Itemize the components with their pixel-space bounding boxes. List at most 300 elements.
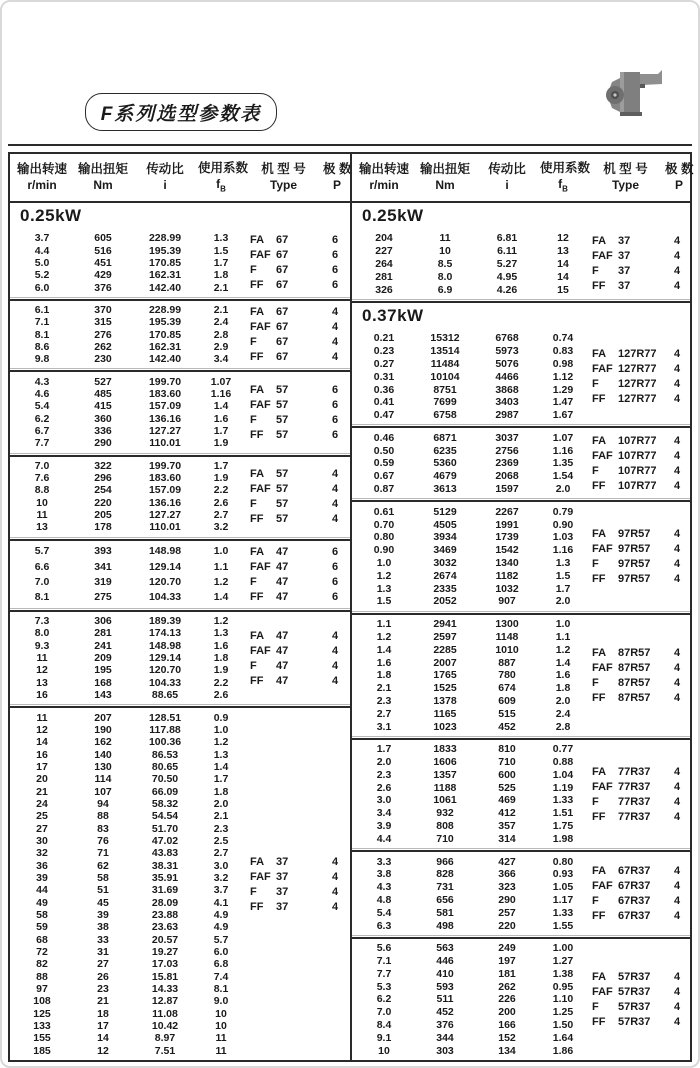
speed-cell: 10 — [378, 1044, 390, 1057]
torque-cell: 195 — [94, 664, 112, 677]
model-prefix: F — [592, 676, 599, 689]
model-line — [586, 542, 690, 557]
data-rows — [352, 505, 586, 607]
model-list — [244, 615, 350, 701]
pole-count: 4 — [673, 434, 681, 447]
speed-cell: 6.2 — [376, 993, 392, 1006]
service-factor-cell: 2.4 — [213, 316, 229, 329]
model-line — [244, 497, 350, 512]
pole-count: 4 — [673, 1000, 681, 1013]
ratio-cell: 366 — [498, 868, 516, 881]
pole-count: 4 — [331, 351, 339, 364]
torque-cell: 6.9 — [437, 283, 453, 296]
table-row — [10, 559, 244, 574]
table-row — [10, 627, 244, 639]
model-name: FA 87R57 — [592, 646, 651, 659]
model-prefix: FF — [250, 428, 264, 441]
speed-cell: 8.0 — [34, 627, 50, 640]
model-line — [244, 512, 350, 527]
ratio-cell: 2068 — [495, 470, 519, 483]
service-factor-cell: 6.8 — [213, 958, 229, 971]
ratio-cell: 228.99 — [148, 232, 182, 245]
service-factor-cell: 1.38 — [552, 967, 574, 980]
table-row — [10, 872, 244, 884]
table-row — [352, 942, 586, 955]
speed-cell: 16 — [36, 748, 48, 761]
ratio-cell: 157.09 — [148, 484, 182, 497]
ratio-cell: 7.51 — [154, 1044, 176, 1057]
ratio-cell: 104.33 — [148, 676, 182, 689]
ratio-cell: 183.60 — [148, 472, 182, 485]
service-factor-cell: 1.86 — [552, 1044, 574, 1057]
speed-cell: 1.5 — [376, 595, 392, 608]
ratio-cell: 47.02 — [151, 834, 179, 847]
service-factor-cell: 13 — [557, 245, 569, 258]
speed-cell: 1.4 — [376, 643, 392, 656]
ratio-cell: 2756 — [495, 444, 519, 457]
ratio-cell: 54.54 — [151, 810, 179, 823]
speed-cell: 9.8 — [34, 353, 50, 366]
model-list — [244, 711, 350, 1057]
model-name: FAF 77R37 — [592, 780, 651, 793]
speed-cell: 13 — [36, 676, 48, 689]
table-header-row — [10, 154, 694, 203]
ratio-cell: 15.81 — [151, 970, 179, 983]
pole-count: 4 — [673, 348, 681, 361]
table-row — [352, 345, 586, 358]
pole-count: 4 — [673, 250, 681, 263]
power-label: 0.25kW — [20, 206, 82, 225]
model-name: FA 97R57 — [592, 528, 651, 541]
service-factor-cell: 2.7 — [213, 847, 229, 860]
speed-cell: 36 — [36, 859, 48, 872]
gearmotor-image — [596, 64, 662, 120]
torque-cell: 94 — [97, 797, 109, 810]
speed-cell: 88 — [36, 970, 48, 983]
torque-cell: 8751 — [433, 383, 457, 396]
model-list — [586, 743, 690, 845]
service-factor-cell: 0.90 — [552, 518, 574, 531]
ratio-cell: 8.97 — [154, 1032, 176, 1045]
speed-cell: 5.7 — [34, 545, 50, 558]
table-row — [352, 720, 586, 733]
service-factor-cell: 2.8 — [555, 720, 571, 733]
col-header-ratio: 传动比 i — [488, 162, 526, 192]
speed-cell: 30 — [36, 834, 48, 847]
col-header-type: 机 型 号 Type — [603, 162, 648, 192]
table-row — [10, 798, 244, 810]
service-factor-cell: 1.6 — [213, 639, 229, 652]
service-factor-cell: 1.04 — [552, 768, 574, 781]
model-line — [586, 764, 690, 779]
torque-cell: 107 — [94, 785, 112, 798]
service-factor-cell: 10 — [215, 1020, 227, 1033]
service-factor-cell: 1.7 — [555, 582, 571, 595]
model-line — [586, 557, 690, 572]
data-block — [10, 301, 350, 369]
pole-count: 4 — [331, 855, 339, 868]
model-line — [586, 999, 690, 1014]
service-factor-cell: 1.2 — [555, 643, 571, 656]
model-line — [586, 660, 690, 675]
col-header-torque: 输出扭矩 Nm — [419, 162, 470, 192]
speed-cell: 97 — [36, 983, 48, 996]
model-prefix: F — [592, 1000, 599, 1013]
table-row — [352, 794, 586, 807]
model-name: FF 77R37 — [592, 810, 651, 823]
speed-cell: 0.61 — [373, 505, 395, 518]
model-name: FAF 37 — [250, 870, 289, 883]
model-name: FF 87R57 — [592, 691, 651, 704]
speed-cell: 0.31 — [373, 370, 395, 383]
model-line — [586, 675, 690, 690]
table-row — [10, 375, 244, 387]
table-row — [10, 983, 244, 995]
model-name: FA 127R77 — [592, 348, 657, 361]
torque-cell: 344 — [436, 1031, 454, 1044]
speed-cell: 1.2 — [376, 569, 392, 582]
torque-cell: 731 — [436, 881, 454, 894]
torque-cell: 190 — [94, 723, 112, 736]
data-rows — [10, 615, 244, 701]
speed-cell: 1.2 — [376, 630, 392, 643]
ratio-cell: 1597 — [495, 483, 519, 496]
model-name: FA 37 — [250, 855, 289, 868]
model-line — [244, 482, 350, 497]
data-block — [10, 372, 350, 452]
table-row — [352, 595, 586, 608]
service-factor-cell: 2.2 — [213, 484, 229, 497]
ratio-cell: 134 — [498, 1044, 516, 1057]
model-line — [586, 392, 690, 407]
torque-cell: 370 — [94, 303, 112, 316]
service-factor-cell: 0.77 — [552, 743, 574, 756]
model-list — [244, 544, 350, 605]
service-factor-cell: 1.8 — [213, 785, 229, 798]
service-factor-cell: 8.1 — [213, 983, 229, 996]
service-factor-cell: 1.8 — [213, 269, 229, 282]
ratio-cell: 11.08 — [152, 1007, 178, 1020]
model-prefix: FA — [592, 434, 607, 447]
model-prefix: FAF — [592, 780, 613, 793]
service-factor-cell: 1.3 — [555, 557, 571, 570]
model-name: FF 67 — [250, 351, 289, 364]
table-row — [10, 995, 244, 1007]
speed-cell: 125 — [33, 1007, 51, 1020]
torque-cell: 130 — [94, 760, 112, 773]
torque-cell: 209 — [94, 652, 112, 665]
table-row — [10, 353, 244, 365]
table-row — [10, 1032, 244, 1044]
speed-cell: 6.6 — [34, 560, 50, 573]
table-row — [10, 822, 244, 834]
ratio-cell: 195.39 — [148, 244, 182, 257]
ratio-cell: 58.32 — [151, 797, 179, 810]
model-line — [244, 320, 350, 335]
torque-cell: 58 — [97, 871, 109, 884]
ratio-cell: 31.69 — [151, 884, 179, 897]
pole-count: 4 — [673, 528, 681, 541]
service-factor-cell: 2.0 — [213, 797, 229, 810]
torque-cell: 1188 — [433, 781, 457, 794]
pole-count: 6 — [331, 428, 339, 441]
speed-cell: 5.0 — [34, 256, 50, 269]
model-prefix: FAF — [250, 398, 271, 411]
ratio-cell: 674 — [498, 682, 516, 695]
speed-cell: 0.47 — [373, 409, 395, 422]
ratio-cell: 66.09 — [151, 785, 179, 798]
ratio-cell: 120.70 — [148, 664, 182, 677]
data-block — [352, 740, 690, 848]
model-line — [586, 478, 690, 493]
service-factor-cell: 1.6 — [213, 412, 229, 425]
speed-cell: 24 — [36, 797, 48, 810]
table-row — [352, 682, 586, 695]
model-name: FF 37 — [250, 900, 289, 913]
model-prefix: FF — [592, 573, 606, 586]
ratio-cell: 3037 — [495, 431, 519, 444]
speed-cell: 2.3 — [376, 694, 392, 707]
speed-cell: 6.1 — [34, 303, 50, 316]
table-row — [352, 781, 586, 794]
model-line — [244, 559, 350, 574]
model-line — [586, 1014, 690, 1029]
speed-cell: 227 — [375, 245, 393, 258]
model-prefix: FF — [250, 279, 264, 292]
torque-cell: 8.0 — [437, 270, 453, 283]
ratio-cell: 183.60 — [148, 387, 182, 400]
model-line — [244, 589, 350, 604]
model-line — [244, 658, 350, 673]
service-factor-cell: 1.64 — [552, 1031, 574, 1044]
speed-cell: 2.6 — [376, 781, 392, 794]
torque-cell: 143 — [94, 689, 112, 702]
model-line — [586, 779, 690, 794]
data-block — [352, 329, 690, 425]
pole-count: 4 — [673, 464, 681, 477]
service-factor-cell: 2.8 — [213, 328, 229, 341]
service-factor-cell: 1.07 — [210, 375, 232, 388]
speed-cell: 133 — [33, 1020, 51, 1033]
col-header-type: 机 型 号 Type — [261, 162, 306, 192]
service-factor-cell: 1.3 — [213, 627, 229, 640]
torque-cell: 114 — [94, 773, 112, 786]
pole-count: 4 — [673, 780, 681, 793]
speed-cell: 6.3 — [376, 919, 392, 932]
right-table — [350, 203, 690, 1060]
ratio-cell: 20.57 — [151, 933, 179, 946]
model-line — [586, 894, 690, 909]
model-name: FA 57 — [250, 383, 289, 396]
torque-cell: 26 — [97, 970, 109, 983]
model-prefix: FF — [592, 393, 606, 406]
model-prefix: F — [250, 885, 257, 898]
model-list — [244, 304, 350, 366]
model-name: FAF 107R77 — [592, 449, 657, 462]
pole-count: 4 — [673, 676, 681, 689]
torque-cell: 220 — [94, 496, 112, 509]
service-factor-cell: 1.03 — [552, 531, 574, 544]
speed-cell: 9.1 — [376, 1031, 392, 1044]
model-prefix: FA — [250, 545, 265, 558]
model-name: FA 57R37 — [592, 970, 651, 983]
table-row — [10, 689, 244, 701]
service-factor-cell: 2.6 — [213, 689, 229, 702]
speed-cell: 3.9 — [376, 820, 392, 833]
speed-cell: 7.7 — [376, 967, 392, 980]
col-header-speed: 输出转速 r/min — [358, 162, 409, 192]
ratio-cell: 129.14 — [148, 652, 182, 665]
service-factor-cell: 1.2 — [213, 615, 229, 628]
torque-cell: 12 — [97, 1044, 109, 1057]
table-row — [352, 332, 586, 345]
table-row — [10, 425, 244, 437]
data-rows — [10, 544, 244, 605]
torque-cell: 15312 — [430, 332, 460, 345]
table-row — [10, 884, 244, 896]
torque-cell: 1061 — [433, 794, 457, 807]
torque-cell: 276 — [94, 328, 112, 341]
torque-cell: 485 — [94, 387, 112, 400]
service-factor-cell: 1.54 — [552, 470, 574, 483]
ratio-cell: 28.09 — [151, 896, 179, 909]
torque-cell: 1833 — [433, 743, 457, 756]
table-row — [10, 244, 244, 256]
torque-cell: 38 — [97, 921, 109, 934]
model-name: FAF 57 — [250, 398, 289, 411]
service-factor-cell: 1.67 — [552, 409, 574, 422]
torque-cell: 1765 — [433, 669, 457, 682]
power-label: 0.37kW — [362, 305, 424, 325]
model-line — [586, 234, 690, 249]
speed-cell: 9.3 — [34, 639, 50, 652]
model-line — [244, 544, 350, 559]
service-factor-cell: 1.16 — [210, 387, 232, 400]
service-factor-cell: 1.8 — [213, 652, 229, 665]
model-name: F 67 — [250, 336, 289, 349]
table-row — [10, 640, 244, 652]
model-prefix: FF — [592, 280, 606, 293]
ratio-cell: 1739 — [495, 531, 519, 544]
torque-cell: 4679 — [433, 470, 457, 483]
service-factor-cell: 14 — [557, 257, 569, 270]
model-prefix: FAF — [250, 644, 271, 657]
table-row — [352, 370, 586, 383]
table-row — [10, 785, 244, 797]
data-rows — [10, 711, 244, 1057]
torque-cell: 429 — [94, 269, 112, 282]
torque-cell: 27 — [97, 958, 109, 971]
col-header-poles: 极 数 P — [665, 162, 694, 192]
service-factor-cell: 6.0 — [213, 946, 229, 959]
torque-cell: 452 — [436, 1006, 454, 1019]
speed-cell: 7.1 — [376, 955, 392, 968]
service-factor-cell: 1.9 — [213, 437, 229, 450]
model-prefix: FF — [250, 513, 264, 526]
service-factor-cell: 1.7 — [213, 773, 229, 786]
speed-cell: 204 — [375, 232, 393, 245]
model-name: FA 67 — [250, 306, 289, 319]
pole-count: 4 — [331, 321, 339, 334]
model-line — [586, 463, 690, 478]
speed-cell: 1.6 — [376, 656, 392, 669]
ratio-cell: 157.09 — [148, 400, 182, 413]
model-line — [586, 572, 690, 587]
torque-cell: 3469 — [433, 544, 457, 557]
col-header-poles: 极 数 P — [323, 162, 352, 192]
model-line — [586, 527, 690, 542]
service-factor-cell: 1.4 — [213, 591, 229, 604]
torque-cell: 563 — [436, 942, 454, 955]
ratio-cell: 117.88 — [149, 723, 181, 736]
torque-cell: 322 — [94, 459, 112, 472]
table-row — [10, 615, 244, 627]
table-row — [10, 748, 244, 760]
pole-count: 6 — [331, 413, 339, 426]
ratio-cell: 1032 — [495, 582, 519, 595]
ratio-cell: 38.31 — [151, 859, 179, 872]
ratio-cell: 19.27 — [151, 946, 179, 959]
ratio-cell: 228.99 — [148, 303, 182, 316]
torque-cell: 2285 — [433, 643, 457, 656]
speed-cell: 3.4 — [376, 807, 392, 820]
torque-cell: 360 — [94, 412, 112, 425]
ratio-cell: 70.50 — [151, 773, 179, 786]
pole-count: 4 — [331, 885, 339, 898]
model-prefix: F — [592, 895, 599, 908]
service-factor-cell: 2.1 — [213, 810, 229, 823]
ratio-cell: 195.39 — [148, 316, 182, 329]
pole-count: 4 — [673, 573, 681, 586]
model-prefix: F — [250, 498, 257, 511]
torque-cell: 2941 — [433, 618, 457, 631]
speed-cell: 1.7 — [376, 743, 392, 756]
torque-cell: 13514 — [430, 345, 460, 358]
page-title-box — [85, 93, 277, 131]
torque-cell: 140 — [94, 748, 112, 761]
torque-cell: 306 — [94, 615, 112, 628]
table-row — [352, 582, 586, 595]
table-row — [352, 919, 586, 932]
service-factor-cell: 4.1 — [213, 896, 229, 909]
model-name: FF 67 — [250, 279, 289, 292]
service-factor-cell: 1.2 — [213, 736, 229, 749]
col-header-torque: 输出扭矩 Nm — [77, 162, 128, 192]
speed-cell: 49 — [36, 896, 48, 909]
ratio-cell: 1991 — [495, 518, 519, 531]
speed-cell: 3.7 — [34, 232, 50, 245]
table-row — [352, 531, 586, 544]
ratio-cell: 166 — [498, 1019, 516, 1032]
speed-cell: 8.1 — [34, 591, 50, 604]
speed-cell: 72 — [36, 946, 48, 959]
service-factor-cell: 1.7 — [213, 256, 229, 269]
torque-cell: 162 — [94, 736, 112, 749]
table-row — [352, 855, 586, 868]
model-name: FAF 47 — [250, 644, 289, 657]
ratio-cell: 262 — [498, 980, 516, 993]
model-prefix: FF — [250, 351, 264, 364]
speed-cell: 44 — [36, 884, 48, 897]
model-line — [586, 249, 690, 264]
model-prefix: FF — [592, 479, 606, 492]
pole-count: 6 — [331, 590, 339, 603]
speed-cell: 0.36 — [373, 383, 395, 396]
ratio-cell: 181 — [498, 967, 516, 980]
speed-cell: 11 — [36, 652, 48, 665]
service-factor-cell: 1.10 — [552, 993, 574, 1006]
table-row — [352, 544, 586, 557]
